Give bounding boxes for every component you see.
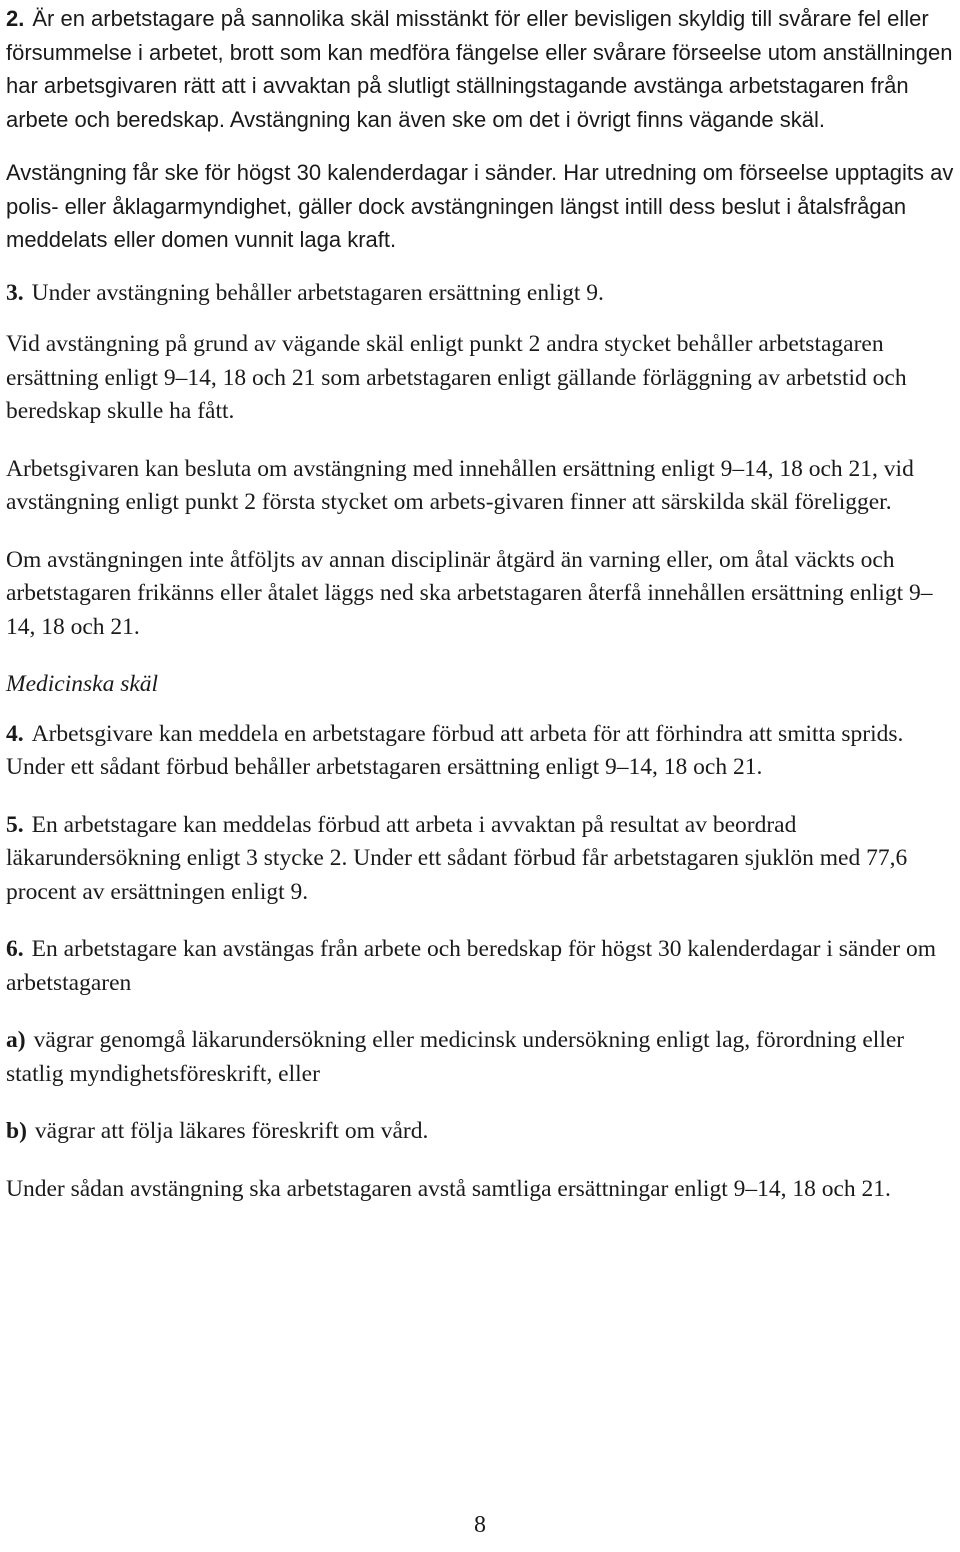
point-3-text: Under avstängning behåller arbetstagaren ersättning enligt 9. xyxy=(31,279,604,306)
closing-text: Under sådan avstängning ska arbetstagaren avstå samtliga ersättningar enligt 9–14, 18 och 21. xyxy=(6,1175,891,1202)
paragraph-aterfa-ersattning xyxy=(6,544,958,645)
paragraph-point-3 xyxy=(6,277,958,311)
point-number: 3. xyxy=(6,279,24,306)
innehallen-ersattning-text: Arbetsgivaren kan besluta om avstängning med innehållen ersättning enligt 9–14, 18 och 21, vid avstängning enligt punkt 2 första stycket om arbets-givaren finner att särskilda skäl föreligger. xyxy=(6,455,914,515)
paragraph-closing xyxy=(6,1173,958,1207)
list-item-label: a) xyxy=(6,1027,26,1053)
vagande-skal-text: Vid avstängning på grund av vägande skäl enligt punkt 2 andra stycket behåller arbetstagaren ersättning enligt 9–14, 18 och 21 som arbetstagaren enligt gällande förläggning av arbetstid och beredskap skulle ha fått. xyxy=(6,331,907,424)
paragraph-point-5 xyxy=(6,809,958,910)
paragraph-point-2-limit xyxy=(6,156,958,257)
point-number: 2. xyxy=(6,6,25,31)
point-5-text: En arbetstagare kan meddelas förbud att arbeta i avvaktan på resultat av beordrad läkarundersökning enligt 3 stycke 2. Under ett sådant förbud får arbetstagaren sjuklön med 77,6 procent av ersättningen enligt 9. xyxy=(6,811,908,905)
point-6-text: En arbetstagare kan avstängas från arbete och beredskap för högst 30 kalenderdagar i sänder om arbetstagaren xyxy=(6,936,936,996)
point-2-text: Är en arbetstagare på sannolika skäl misstänkt för eller bevisligen skyldig till svårare fel eller försummelse i arbetet, brott som kan medföra fängelse eller svårare förseelse utom anställningen har arbetsgivaren rätt att i avvaktan på slutligt ställningstagande avstänga arbetstagaren från arbete och beredskap. Avstängning kan även ske om det i övrigt finns vägande skäl. xyxy=(6,6,953,132)
list-item-label: b) xyxy=(6,1118,27,1144)
paragraph-point-2 xyxy=(6,2,958,136)
paragraph-innehallen-ersattning xyxy=(6,453,958,520)
section-title: Medicinska skäl xyxy=(6,671,159,697)
list-item-b xyxy=(6,1115,958,1149)
paragraph-vagande-skal xyxy=(6,328,958,429)
document-page xyxy=(6,2,958,1230)
aterfa-ersattning-text: Om avstängningen inte åtföljts av annan disciplinär åtgärd än varning eller, om åtal väckts och arbetstagaren frikänns eller åtalet läggs ned ska arbetstagaren återfå innehållen ersättning enligt 9–14, 18 och 21. xyxy=(6,546,933,640)
list-item-b-text: vägrar att följa läkares föreskrift om vård. xyxy=(34,1118,429,1144)
point-number: 6. xyxy=(6,936,24,962)
page-number: 8 xyxy=(474,1512,486,1538)
point-number: 4. xyxy=(6,720,24,747)
point-4-text: Arbetsgivare kan meddela en arbetstagare förbud att arbeta för att förhindra att smitta sprids. Under ett sådant förbud behåller arbetstagaren ersättning enligt 9–14, 18 och 21. xyxy=(6,720,904,780)
point-number: 5. xyxy=(6,811,24,838)
point-2-limit-text: Avstängning får ske för högst 30 kalenderdagar i sänder. Har utredning om förseelse upptagits av polis- eller åklagarmyndighet, gäller dock avstängningen längst intill dess beslut i åtalsfrågan meddelats eller domen vunnit laga kraft. xyxy=(6,160,954,252)
list-item-a xyxy=(6,1024,958,1091)
paragraph-point-6 xyxy=(6,933,958,1000)
list-item-a-text: vägrar genomgå läkarundersökning eller medicinsk undersökning enligt lag, förordning eller statlig myndighetsföreskrift, eller xyxy=(6,1027,905,1087)
paragraph-point-4 xyxy=(6,718,958,785)
